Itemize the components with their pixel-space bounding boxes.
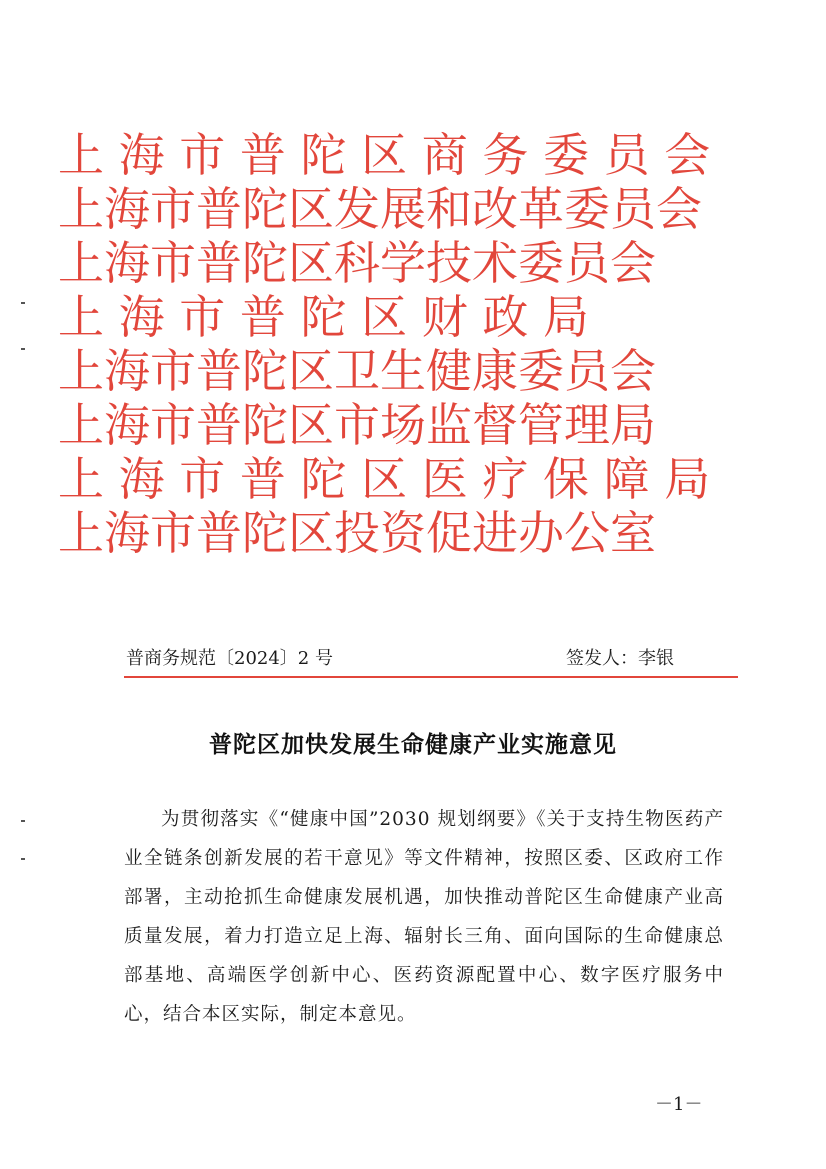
organization-name: 上 海 市 普 陀 区 医 疗 保 障 局 [58,452,711,506]
scan-artifact [21,858,25,860]
scan-artifact [21,302,25,304]
organization-name: 上海市普陀区科学技术委员会 [58,236,656,290]
red-divider-line [124,676,738,678]
organization-name: 上海市普陀区市场监督管理局 [58,398,656,452]
organization-name: 上 海 市 普 陀 区 商 务 委 员 会 [58,128,711,182]
body-paragraph: 为贯彻落实《“健康中国”2030 规划纲要》《关于支持生物医药产业全链条创新发展的若干意见》等文件精神，按照区委、区政府工作部署，主动抢抓生命健康发展机遇，加快推动普陀区生命健康产业高质量发展，着力打造立足上海、辐射长三角、面向国际的生命健康总部基地、高端医学创新中心、医药资源配置中心、数字医疗服务中心，结合本区实际，制定本意见。 [124,809,724,1025]
organization-name: 上海市普陀区投资促进办公室 [58,506,656,560]
organization-name: 上海市普陀区发展和改革委员会 [58,182,702,236]
page-number: －1－ [655,1094,703,1115]
issuing-organizations-header [58,128,776,560]
document-number: 普商务规范〔2024〕2 号 [126,648,333,669]
scan-artifact [21,348,25,350]
signer: 签发人：李银 [566,648,674,669]
organization-name: 上海市普陀区卫生健康委员会 [58,344,656,398]
organization-name: 上 海 市 普 陀 区 财 政 局 [58,290,589,344]
scan-artifact [21,820,25,822]
document-title: 普陀区加快发展生命健康产业实施意见 [209,731,617,758]
